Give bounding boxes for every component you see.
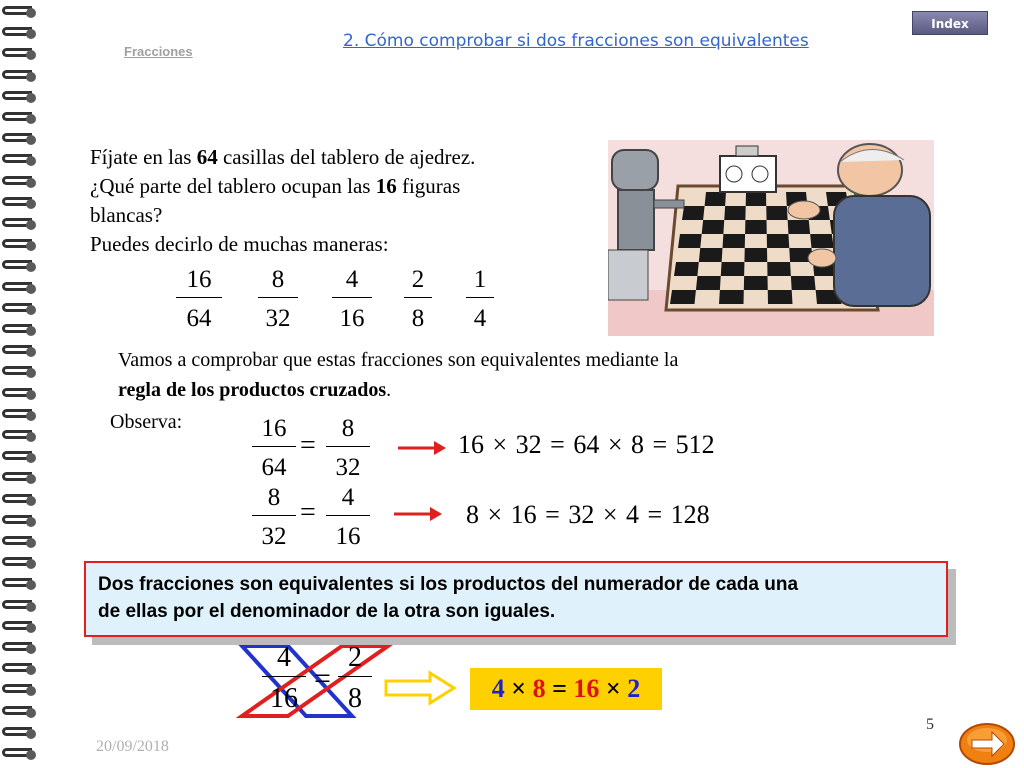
board-square <box>745 220 767 234</box>
spiral-ring <box>2 534 42 552</box>
spiral-ring <box>2 704 42 722</box>
spiral-ring <box>2 470 42 488</box>
next-page-arrow-icon[interactable] <box>958 718 1016 766</box>
board-square <box>682 206 705 220</box>
spiral-ring <box>2 428 42 446</box>
board-square <box>767 262 791 276</box>
board-square <box>670 290 696 304</box>
rule-line-2: de ellas por el denominador de la otra son iguales. <box>98 601 556 622</box>
cross-equals: = <box>314 662 331 695</box>
spiral-ring <box>2 492 42 510</box>
spiral-ring <box>2 576 42 594</box>
board-square <box>721 262 745 276</box>
spiral-ring <box>2 555 42 573</box>
board-square <box>699 248 723 262</box>
board-square <box>678 234 702 248</box>
spiral-ring <box>2 4 42 22</box>
spiral-ring <box>2 661 42 679</box>
board-square <box>788 220 811 234</box>
spiral-ring <box>2 280 42 298</box>
board-square <box>767 234 790 248</box>
example2-product: 8 × 16 = 32 × 4 = 128 <box>466 500 710 529</box>
spiral-ring <box>2 386 42 404</box>
check-text: Vamos a comprobar que estas fracciones son equivalentes mediante la regla de los productos cruzados. <box>118 349 679 401</box>
fraction-2-8: 2 8 <box>404 265 432 334</box>
board-square <box>744 276 768 290</box>
spiral-ring <box>2 449 42 467</box>
page-number: 5 <box>926 716 934 733</box>
example1-arrow-icon <box>396 438 448 458</box>
spiral-ring <box>2 640 42 658</box>
rule-box <box>84 561 948 637</box>
spiral-ring <box>2 195 42 213</box>
board-square <box>744 248 767 262</box>
spiral-ring <box>2 237 42 255</box>
spiral-ring <box>2 682 42 700</box>
board-square <box>705 192 726 206</box>
spiral-ring <box>2 343 42 361</box>
board-square <box>724 206 745 220</box>
result-box: 4 × 8 = 16 × 2 <box>470 668 662 710</box>
board-square <box>696 276 721 290</box>
board-square <box>810 234 834 248</box>
example2-arrow-icon <box>392 504 444 524</box>
breadcrumb[interactable]: Fracciones <box>124 44 193 59</box>
board-square <box>766 206 787 220</box>
cross-fraction-a: 4 16 <box>262 642 306 715</box>
spiral-ring <box>2 68 42 86</box>
spiral-ring <box>2 598 42 616</box>
example2-equals: = <box>300 497 316 528</box>
chess-illustration <box>608 140 934 336</box>
board-square <box>719 290 744 304</box>
rule-line-1: Dos fracciones son equivalentes si los productos del numerador de cada una <box>98 574 799 595</box>
board-square <box>791 276 816 290</box>
spiral-ring <box>2 89 42 107</box>
spiral-ring <box>2 301 42 319</box>
spiral-ring <box>2 46 42 64</box>
example2-fraction-b: 4 16 <box>326 483 370 552</box>
hollow-arrow-icon <box>384 670 458 706</box>
spiral-ring <box>2 746 42 764</box>
spiral-binding <box>0 0 46 768</box>
index-button[interactable]: Index <box>912 11 988 35</box>
section-title-link[interactable]: 2. Cómo comprobar si dos fracciones son equivalentes <box>343 31 809 51</box>
spiral-ring <box>2 407 42 425</box>
example1-fraction-b: 8 32 <box>326 414 370 483</box>
spiral-ring <box>2 322 42 340</box>
fraction-1-4: 1 4 <box>466 265 494 334</box>
example2-fraction-a: 8 32 <box>252 483 296 552</box>
spiral-ring <box>2 619 42 637</box>
spiral-ring <box>2 725 42 743</box>
spiral-ring <box>2 152 42 170</box>
board-square <box>746 192 767 206</box>
example1-equals: = <box>300 430 316 461</box>
cross-fraction-b: 2 8 <box>338 642 372 715</box>
board-square <box>723 234 746 248</box>
spiral-ring <box>2 174 42 192</box>
footer-date: 20/09/2018 <box>96 738 169 755</box>
fraction-8-32: 8 32 <box>258 265 298 334</box>
board-square <box>674 262 699 276</box>
example1-product: 16 × 32 = 64 × 8 = 512 <box>458 430 715 459</box>
board-square <box>702 220 725 234</box>
observe-label: Observa: <box>110 411 183 433</box>
example1-fraction-a: 16 64 <box>252 414 296 483</box>
board-square <box>768 290 793 304</box>
spiral-ring <box>2 513 42 531</box>
fraction-4-16: 4 16 <box>332 265 372 334</box>
spiral-ring <box>2 25 42 43</box>
fraction-16-64: 16 64 <box>176 265 222 334</box>
spiral-ring <box>2 364 42 382</box>
spiral-ring <box>2 216 42 234</box>
spiral-ring <box>2 131 42 149</box>
spiral-ring <box>2 258 42 276</box>
spiral-ring <box>2 110 42 128</box>
intro-text: Fíjate en las 64 casillas del tablero de ajedrez. ¿Qué parte del tablero ocupan las 16 figuras blancas? Puedes decirlo de muchas maneras: <box>90 145 476 256</box>
